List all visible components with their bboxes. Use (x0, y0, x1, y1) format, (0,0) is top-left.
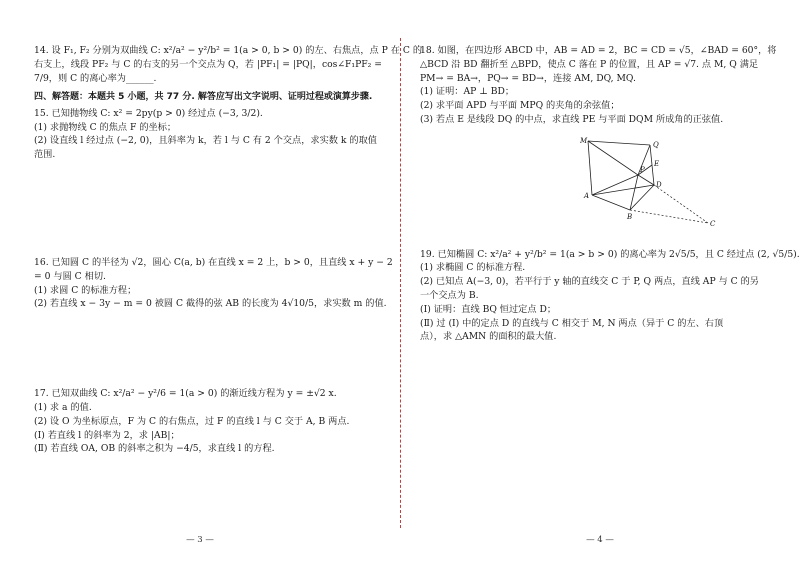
label-m: M (580, 136, 588, 145)
label-q: Q (653, 140, 659, 149)
question-18 (420, 44, 777, 127)
q16-part-2: (2) 若直线 x − 3y − m = 0 被圆 C 截得的弦 AB 的长度为 4√10/5，求实数 m 的值. (34, 298, 387, 310)
q18-line-1: 18. 如图，在四边形 ABCD 中，AB = AD = 2，BC = CD = √5，∠BAD = 60°，将 (420, 45, 777, 56)
question-19 (420, 248, 800, 345)
edge-ab (592, 195, 630, 210)
q14-line-1: 14. 设 F₁, F₂ 分别为双曲线 C: x²/a² − y²/b² = 1(a > 0, b > 0) 的左、右焦点，点 P 在 C 的 (34, 45, 423, 56)
q15-part-1: (1) 求抛物线 C 的焦点 F 的坐标； (34, 121, 177, 133)
section-header: 四、解答题：本题共 5 小题，共 77 分. 解答应写出文字说明、证明过程或演算步骤. (34, 92, 373, 103)
q19-part-2-ii-cont: 点），求 △AMN 的面积的最大值. (420, 331, 557, 343)
label-d: D (656, 180, 662, 189)
question-14 (34, 44, 423, 85)
edge-dc-dashed (654, 185, 708, 223)
label-b: B (627, 212, 633, 221)
page-number-left: — 3 — (186, 535, 214, 546)
q15-line-1: 15. 已知抛物线 C: x² = 2py(p > 0) 经过点 (−3, 3/2). (34, 107, 263, 119)
q16-line-2: = 0 与圆 C 相切. (34, 270, 106, 282)
q19-line-1: 19. 已知椭圆 C: x²/a² + y²/b² = 1(a > b > 0) 的离心率为 2√5/5，且 C 经过点 (2, √5/5). (420, 248, 800, 260)
edge-ap (592, 175, 638, 195)
label-e: E (654, 159, 660, 168)
q14-line-3: 7/9，则 C 的离心率为______. (34, 72, 157, 84)
question-17 (34, 387, 386, 456)
label-c: C (710, 219, 716, 228)
q16-line-1: 16. 已知圆 C 的半径为 √2，圆心 C(a, b) 在直线 x = 2 上，b > 0，且直线 x + y − 2 (34, 257, 393, 269)
edge-ma (588, 141, 592, 195)
question-16 (34, 256, 393, 311)
right-page (400, 0, 800, 569)
edge-ad (592, 185, 654, 195)
q18-part-2: (2) 求平面 APD 与平面 MPQ 的夹角的余弦值； (420, 100, 620, 112)
q17-part-2-i: (Ⅰ) 若直线 l 的斜率为 2，求 |AB|； (34, 429, 180, 441)
page-number-right: — 4 — (586, 535, 614, 546)
q17-line-1: 17. 已知双曲线 C: x²/a² − y²/6 = 1(a > 0) 的渐近线方程为 y = ±√2 x. (34, 388, 337, 400)
label-p: P (640, 165, 645, 174)
q15-part-2: (2) 设直线 l 经过点 (−2, 0)，且斜率为 k，若 l 与 C 有 2 个交点，求实数 k 的取值 (34, 135, 377, 147)
edge-mq (588, 141, 650, 145)
q18-line-3: PM→ = BA→，PQ→ = BD→，连接 AM, DQ, MQ. (420, 72, 636, 84)
edge-bd (630, 185, 654, 210)
edge-bc-dashed (630, 210, 708, 223)
q15-part-2-cont: 范围. (34, 149, 56, 161)
q18-part-1: (1) 证明：AP ⊥ BD； (420, 86, 515, 98)
q18-part-3: (3) 若点 E 是线段 DQ 的中点，求直线 PE 与平面 DQM 所成角的正弦值. (420, 113, 724, 125)
q19-part-2: (2) 已知点 A(−3, 0)，若平行于 y 轴的直线交 C 于 P, Q 两点，直线 AP 与 C 的另 (420, 276, 759, 288)
q19-part-1: (1) 求椭圆 C 的标准方程. (420, 262, 526, 274)
edge-pd (638, 175, 654, 185)
edge-mp (588, 141, 638, 175)
label-a: A (584, 191, 590, 200)
q19-part-2-i: (Ⅰ) 证明：直线 BQ 恒过定点 D； (420, 303, 557, 315)
geometry-figure (580, 135, 730, 235)
q17-part-2: (2) 设 O 为坐标原点，F 为 C 的右焦点，过 F 的直线 l 与 C 交于 A, B 两点. (34, 415, 350, 427)
q17-part-1: (1) 求 a 的值. (34, 402, 92, 414)
q16-part-1: (1) 求圆 C 的标准方程； (34, 284, 137, 296)
q14-line-2: 右支上，线段 PF₂ 与 C 的右支的另一个交点为 Q，若 |PF₁| = |PQ|，cos∠F₁PF₂ = (34, 58, 382, 70)
q17-part-2-ii: (Ⅱ) 若直线 OA, OB 的斜率之积为 −4/5，求直线 l 的方程. (34, 443, 275, 455)
q19-part-2-cont: 一个交点为 B. (420, 289, 479, 301)
edge-bp (630, 175, 638, 210)
question-15 (34, 107, 386, 162)
q19-part-2-ii: (Ⅱ) 过 (Ⅰ) 中的定点 D 的直线与 C 相交于 M, N 两点（异于 C 的左、右顶 (420, 317, 724, 329)
q18-line-2: △BCD 沿 BD 翻折至 △BPD，使点 C 落在 P 的位置，且 AP = √7. 点 M, Q 满足 (420, 58, 759, 70)
